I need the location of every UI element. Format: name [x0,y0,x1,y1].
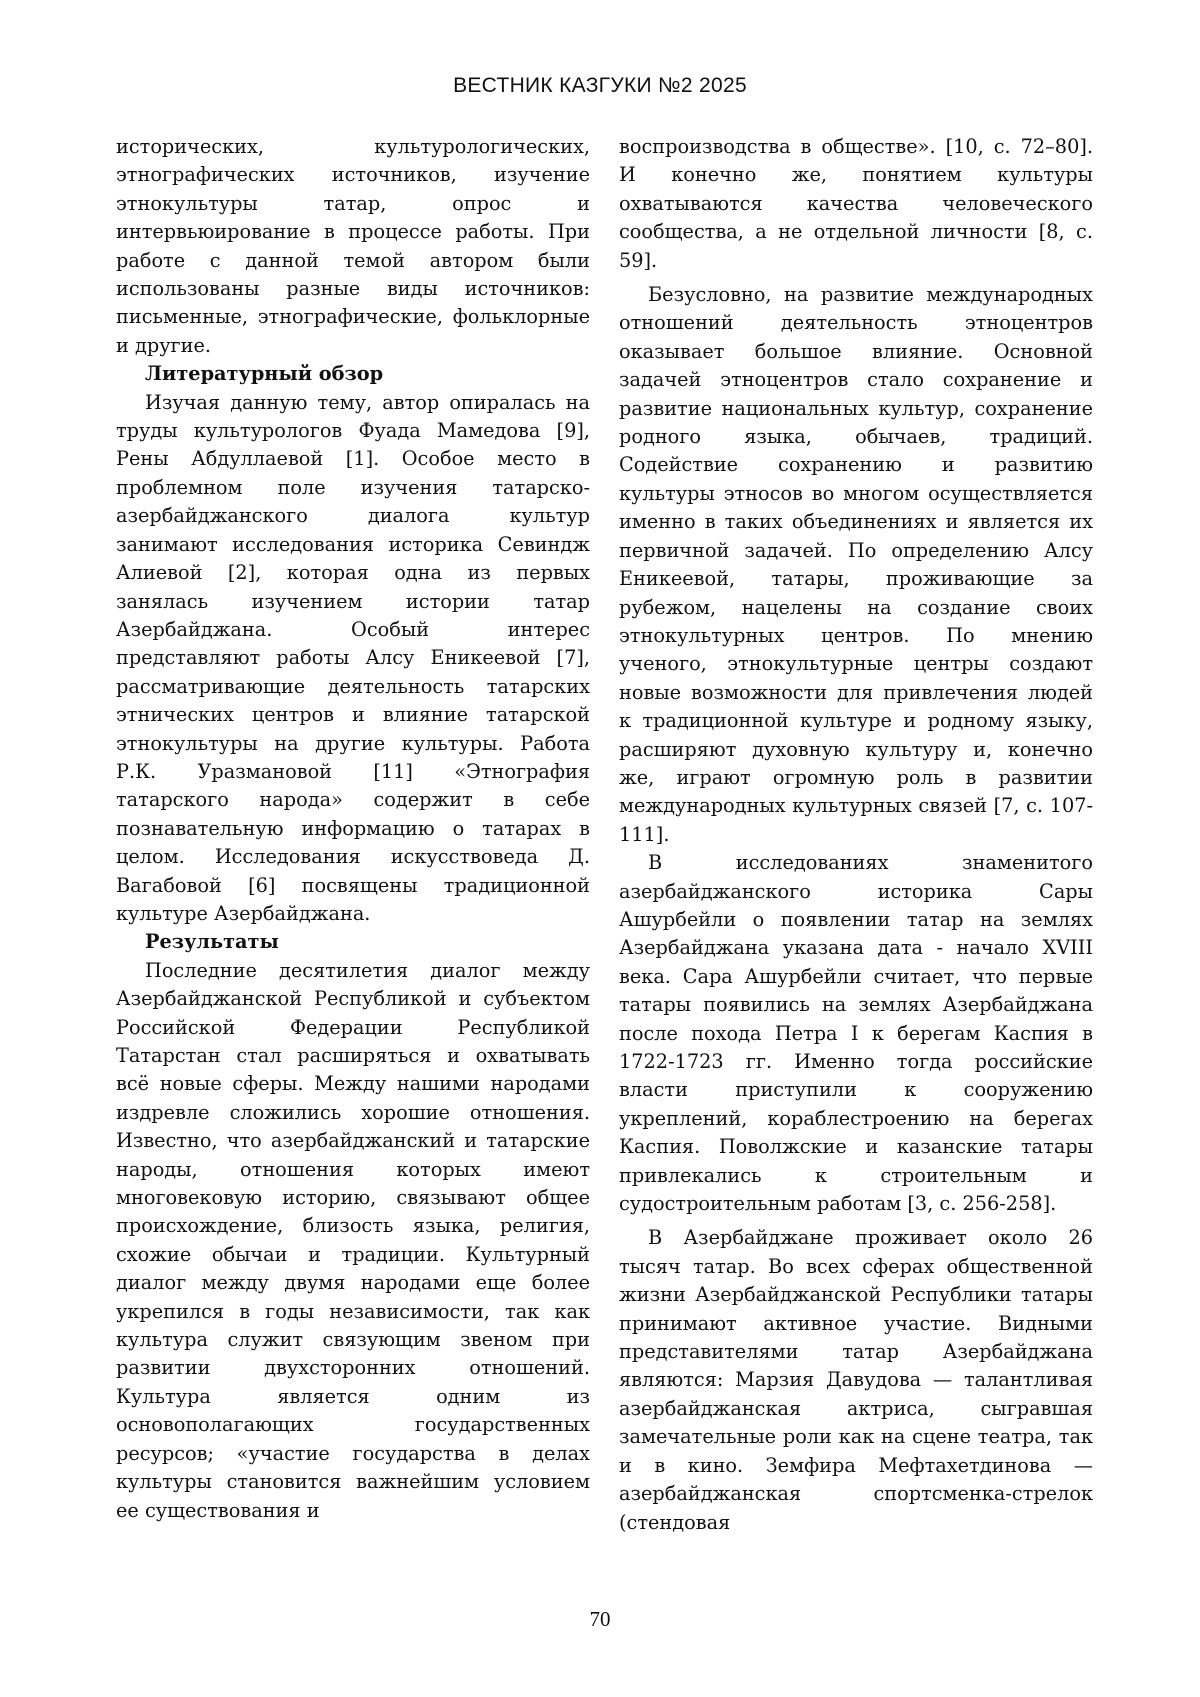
heading-literature-review: Литературный обзор [145,362,384,386]
right-column [619,133,1093,1537]
right-paragraph-history: В исследованиях знаменитого азербайджанского историка Сары Ашурбейли о появлении татар на землях Азербайджана указана дата - начало XVIII века. Сара Ашурбейли считает, что первые татары появились на землях Азербайджана после похода Петра I к берегам Каспия в 1722-1723 гг. Именно тогда российские власти приступили к сооружению укреплений, кораблестроению на берегах Каспия. Поволжские и казанские татары привлекались к строительным и судостроительным работам [3, с. 256-258]. [619,851,1093,1216]
right-paragraph-population: В Азербайджане проживает около 26 тысяч татар. Во всех сферах общественной жизни Азербайджанской Республики татары принимают активное участие. Видными представителями татар Азербайджана являются: Марзия Давудова — талантливая азербайджанская актриса, сыгравшая замечательные роли как на сцене театра, так и в кино. Земфира Мефтахетдинова —азербайджанская спортсменка-стрелок (стендовая [619,1226,1093,1534]
left-paragraph-review: Изучая данную тему, автор опиралась на труды культурологов Фуада Мамедова [9], Рены Абдуллаевой [1]. Особое место в проблемном поле изучения татарско-азербайджанского диалога культур занимают исследования историка Севиндж Алиевой [2], которая одна из первых занялась изучением истории татар Азербайджана. Особый интерес представляют работы Алсу Еникеевой [7], рассматривающие деятельность татарских этнических центров и влияние татарской этнокультуры на другие культуры. Работа Р.К. Уразмановой [11] «Этнография татарского народа» содержит в себе познавательную информацию о татарах в целом. Исследования искусствоведа Д. Вагабовой [6] посвящены традиционной культуре Азербайджана. [116,390,590,925]
page-number: 70 [589,1607,611,1631]
right-paragraph-culture: воспроизводства в обществе». [10, с. 72–80]. И конечно же, понятием культуры охватываются качества человеческого сообщества, а не отдельной личности [8, с. 59]. [619,135,1093,272]
left-column [116,133,590,1525]
right-paragraph-ethnocenters: Безусловно, на развитие международных отношений деятельность этноцентров оказывает большое влияние. Основной задачей этноцентров стало сохранение и развитие национальных культур, сохранение родного языка, обычаев, традиций. Содействие сохранению и развитию культуры этносов во многом осуществляется именно в таких объединениях и является их первичной задачей. По определению Алсу Еникеевой, татары, проживающие за рубежом, нацелены на создание своих этнокультурных центров. По мнению ученого, этнокультурные центры создают новые возможности для привлечения людей к традиционной культуре и родному языку, расширяют духовную культуру и, конечно же, играют огромную роль в развитии международных культурных связей [7, с. 107-111]. [619,283,1093,846]
left-paragraph-sources: исторических, культурологических, этнографических источников, изучение этнокультуры татар, опрос и интервьюирование в процессе работы. При работе с данной темой автором были использованы разные виды источников: письменные, этнографические, фольклорные и другие. [116,135,590,357]
heading-results: Результаты [145,930,279,954]
left-paragraph-results: Последние десятилетия диалог между Азербайджанской Республикой и субъектом Российской Федерации Республикой Татарстан стал расширяться и охватывать всё новые сферы. Между нашими народами издревле сложились хорошие отношения. Известно, что азербайджанский и татарские народы, отношения которых имеют многовековую историю, связывают общее происхождение, близость языка, религия, схожие обычаи и традиции. Культурный диалог между двумя народами еще более укрепился в годы независимости, так как культура служит связующим звеном при развитии двухсторонних отношений. Культура является одним из основополагающих государственных ресурсов; «участие государства в делах культуры становится важнейшим условием ее существования и [116,958,590,1522]
journal-header: ВЕСТНИК КАЗГУКИ №2 2025 [453,74,747,97]
